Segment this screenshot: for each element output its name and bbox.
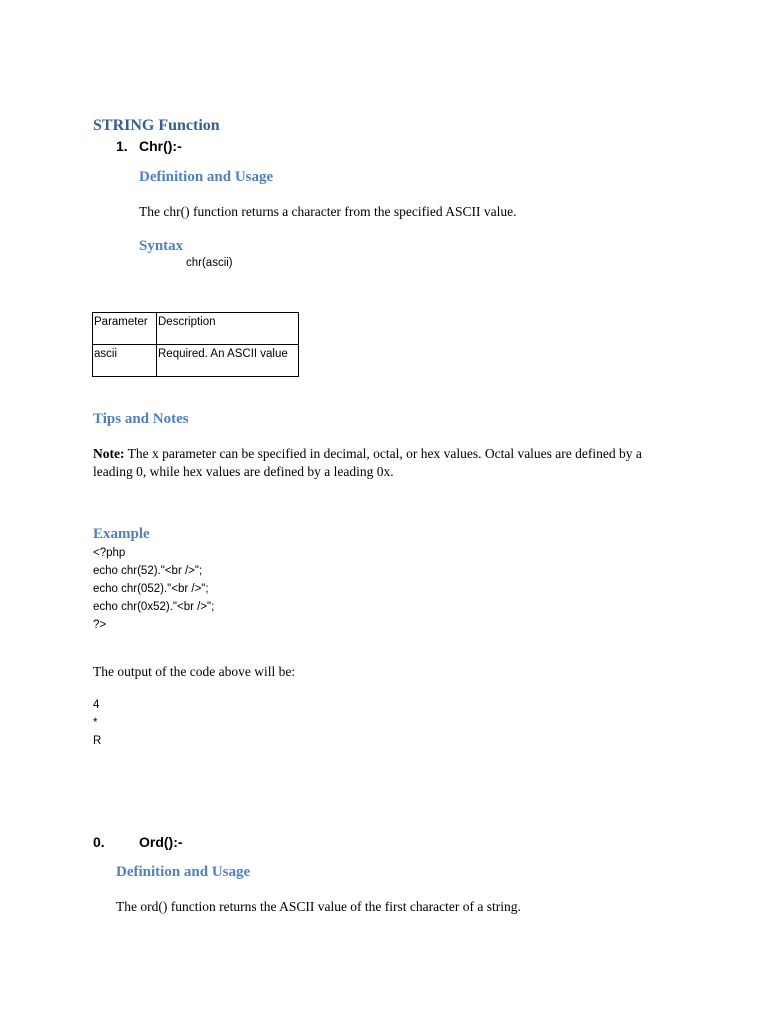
code-line: <?php <box>93 547 126 559</box>
parameter-table <box>92 312 299 377</box>
code-line: echo chr(052)."<br />"; <box>93 583 209 595</box>
section-title-chr: Chr():- <box>139 138 182 154</box>
code-line: echo chr(52)."<br />"; <box>93 565 203 577</box>
tips-note-paragraph <box>93 445 673 481</box>
section-number-ord: 0. <box>93 834 105 850</box>
tips-heading: Tips and Notes <box>93 411 189 427</box>
section-title-ord: Ord():- <box>139 834 183 850</box>
code-line: echo chr(0x52)."<br />"; <box>93 601 215 613</box>
page-title: STRING Function <box>93 117 220 134</box>
output-line: R <box>93 735 102 747</box>
output-line: 4 <box>93 699 100 711</box>
table-header-row <box>93 313 299 345</box>
note-label: Note: <box>93 446 125 461</box>
section-number-chr: 1. <box>116 138 128 154</box>
table-row <box>93 345 299 377</box>
output-intro: The output of the code above will be: <box>93 664 296 679</box>
output-line: * <box>93 717 98 729</box>
chr-syntax-code: chr(ascii) <box>186 257 233 269</box>
chr-syntax-heading: Syntax <box>139 238 184 254</box>
table-header-cell: Parameter <box>93 313 157 345</box>
example-heading: Example <box>93 526 150 542</box>
code-line: ?> <box>93 619 107 631</box>
ord-definition-heading: Definition and Usage <box>116 864 251 880</box>
chr-definition-heading: Definition and Usage <box>139 169 274 185</box>
chr-definition-text: The chr() function returns a character from the specified ASCII value. <box>139 204 517 219</box>
table-cell: ascii <box>93 345 157 377</box>
ord-definition-text: The ord() function returns the ASCII value of the first character of a string. <box>116 899 521 914</box>
note-text: The x parameter can be specified in decimal, octal, or hex values. Octal values are defined by a leading 0, while hex values are defined by a leading 0x. <box>93 446 642 479</box>
output-block <box>93 696 101 750</box>
table-cell: Required. An ASCII value <box>157 345 299 377</box>
table-header-cell: Description <box>157 313 299 345</box>
example-code-block <box>93 544 214 634</box>
